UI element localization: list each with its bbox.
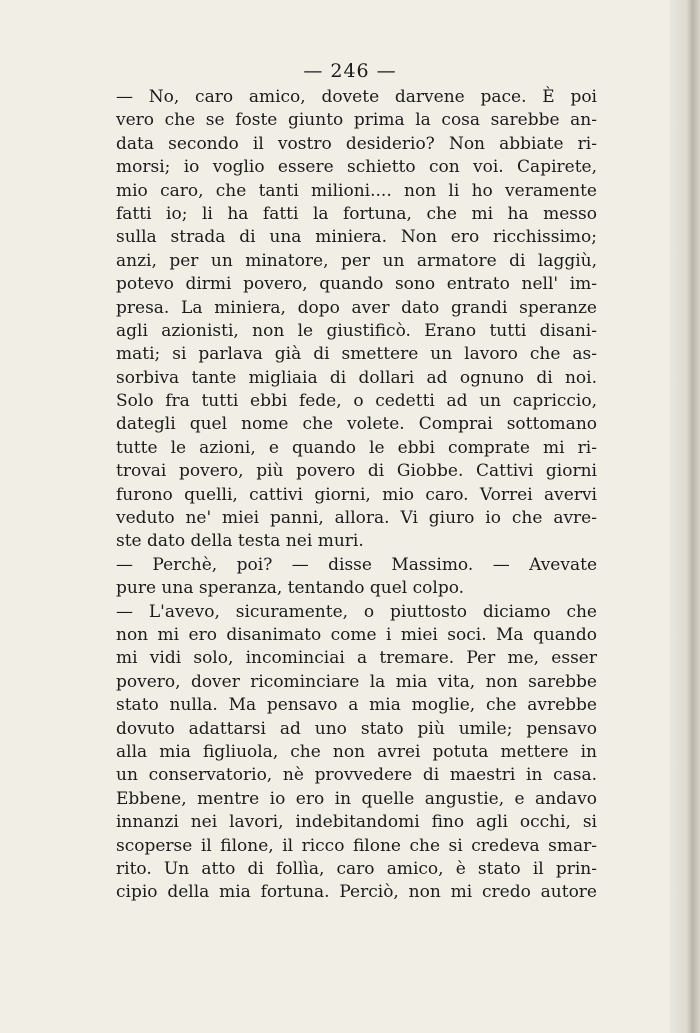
text-line: presa. La miniera, dopo aver dato grandi speranze <box>116 297 597 318</box>
text-line: — Perchè, poi? — disse Massimo. — Avevate <box>116 554 597 575</box>
text-line: morsi; io voglio essere schietto con voi. Capirete, <box>116 157 597 178</box>
text-line: rito. Un atto di follìa, caro amico, è stato il prin- <box>116 858 597 879</box>
text-line: sorbiva tante migliaia di dollari ad ognuno di noi. <box>116 367 597 388</box>
text-line: vero che se foste giunto prima la cosa sarebbe an- <box>116 110 597 131</box>
text-line: agli azionisti, non le giustificò. Erano tutti disani- <box>116 320 597 341</box>
text-line: dategli quel nome che volete. Comprai sottomano <box>116 414 597 435</box>
text-line: povero, dover ricominciare la mia vita, non sarebbe <box>116 671 597 692</box>
text-line: trovai povero, più povero di Giobbe. Cattivi giorni <box>116 461 597 482</box>
text-line: veduto ne' miei panni, allora. Vi giuro io che avre- <box>116 508 597 529</box>
text-line: — L'avevo, sicuramente, o piuttosto diciamo che <box>116 601 597 622</box>
text-line: mati; si parlava già di smettere un lavoro che as- <box>116 344 597 365</box>
text-line: mi vidi solo, incominciai a tremare. Per me, esser <box>116 648 597 669</box>
text-line: scoperse il filone, il ricco filone che si credeva smar- <box>116 835 597 856</box>
text-line: fatti io; li ha fatti la fortuna, che mi ha messo <box>116 203 597 224</box>
text-line: potevo dirmi povero, quando sono entrato nell' im- <box>116 274 597 295</box>
text-line: dovuto adattarsi ad uno stato più umile; pensavo <box>116 718 597 739</box>
text-line: furono quelli, cattivi giorni, mio caro. Vorrei avervi <box>116 484 597 505</box>
text-line: un conservatorio, nè provvedere di maestri in casa. <box>116 765 597 786</box>
text-line: pure una speranza, tentando quel colpo. <box>116 578 465 599</box>
text-line: data secondo il vostro desiderio? Non abbiate ri- <box>116 133 597 154</box>
text-line: tutte le azioni, e quando le ebbi comprate mi ri- <box>116 437 597 458</box>
text-line: cipio della mia fortuna. Perciò, non mi credo autore <box>116 882 597 903</box>
text-line: anzi, per un minatore, per un armatore di laggiù, <box>116 250 597 271</box>
page-number: — 246 — <box>303 60 397 82</box>
text-line: non mi ero disanimato come i miei soci. Ma quando <box>116 624 597 645</box>
text-line: — No, caro amico, dovete darvene pace. È poi <box>116 87 597 107</box>
text-line: sulla strada di una miniera. Non ero ricchissimo; <box>116 227 597 248</box>
text-line: mio caro, che tanti milioni.... non li ho veramente <box>116 180 597 201</box>
text-line: ste dato della testa nei muri. <box>116 531 364 552</box>
text-line: alla mia figliuola, che non avrei potuta mettere in <box>116 741 597 762</box>
page-edge-shadow <box>670 0 700 1033</box>
body-text <box>116 86 597 905</box>
text-line: Solo fra tutti ebbi fede, o cedetti ad un capriccio, <box>116 391 597 412</box>
text-line: Ebbene, mentre io ero in quelle angustie, e andavo <box>116 788 597 809</box>
text-line: innanzi nei lavori, indebitandomi fino agli occhi, si <box>116 812 597 833</box>
text-line: stato nulla. Ma pensavo a mia moglie, che avrebbe <box>116 695 597 716</box>
